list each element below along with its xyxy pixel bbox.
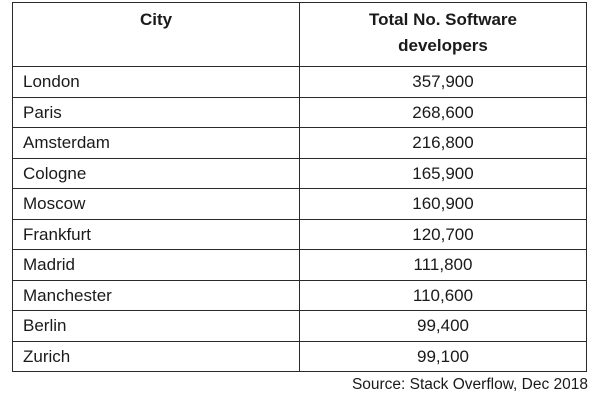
city-cell: Paris: [13, 97, 300, 128]
city-cell: Manchester: [13, 280, 300, 311]
city-cell: London: [13, 67, 300, 98]
table-row: [13, 250, 587, 281]
developers-cell: 99,400: [300, 311, 587, 342]
city-cell: Amsterdam: [13, 128, 300, 159]
developers-cell: 110,600: [300, 280, 587, 311]
header-developers-line1: Total No. Software: [369, 10, 517, 29]
table-row: [13, 158, 587, 189]
developers-cell: 216,800: [300, 128, 587, 159]
developers-cell: 357,900: [300, 67, 587, 98]
city-cell: Zurich: [13, 341, 300, 372]
header-city-label: City: [139, 10, 173, 29]
developers-cell: 120,700: [300, 219, 587, 250]
table-row: [13, 128, 587, 159]
city-cell: Madrid: [13, 250, 300, 281]
developers-cell: 111,800: [300, 250, 587, 281]
header-developers: [300, 3, 587, 67]
table-body: [13, 67, 587, 372]
city-cell: Berlin: [13, 311, 300, 342]
developers-cell: 268,600: [300, 97, 587, 128]
developers-table: [12, 2, 587, 372]
developers-cell: 99,100: [300, 341, 587, 372]
source-note: Source: Stack Overflow, Dec 2018: [351, 376, 588, 393]
developers-table-container: [12, 2, 586, 372]
table-row: [13, 97, 587, 128]
table-row: [13, 219, 587, 250]
city-cell: Cologne: [13, 158, 300, 189]
city-cell: Frankfurt: [13, 219, 300, 250]
table-row: [13, 341, 587, 372]
table-row: [13, 189, 587, 220]
table-row: [13, 311, 587, 342]
developers-cell: 165,900: [300, 158, 587, 189]
header-city: [13, 3, 300, 67]
table-header-row: [13, 3, 587, 67]
city-cell: Moscow: [13, 189, 300, 220]
header-developers-line2: developers: [398, 36, 488, 55]
developers-cell: 160,900: [300, 189, 587, 220]
table-row: [13, 280, 587, 311]
table-row: [13, 67, 587, 98]
